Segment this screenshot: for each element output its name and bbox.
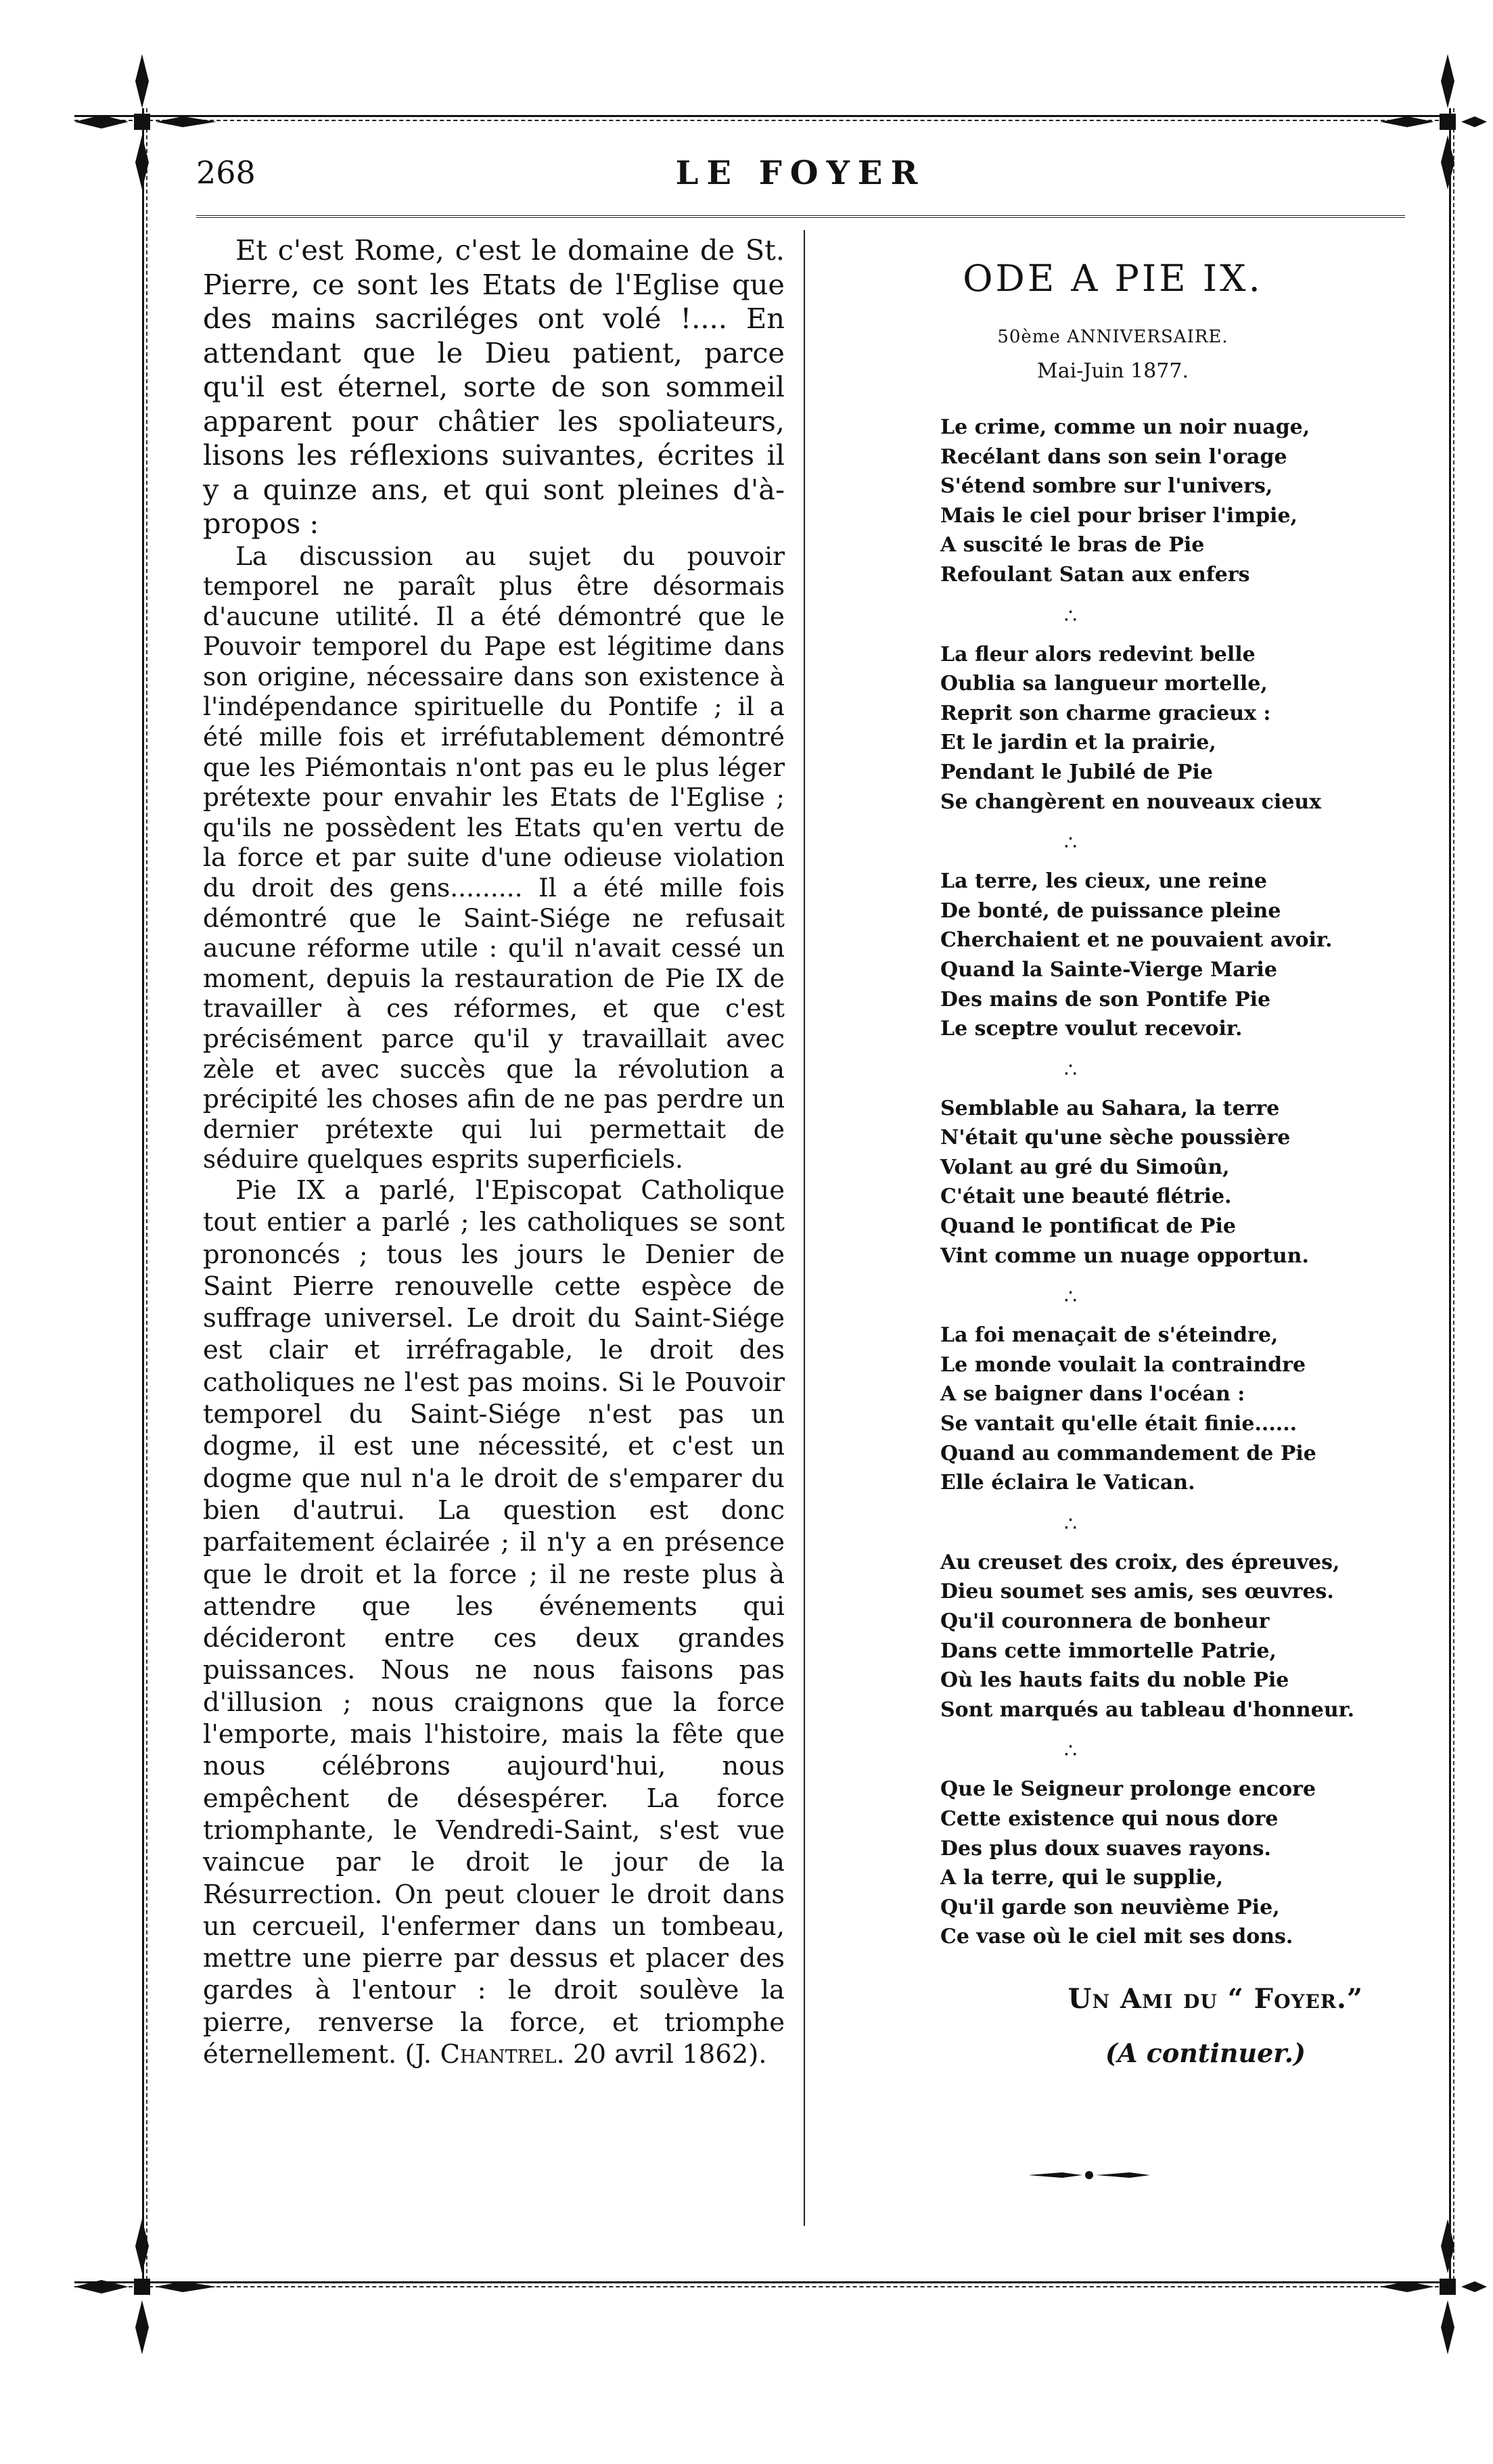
stanza-divider: ∴ — [1063, 1058, 1078, 1082]
right-column-poem — [822, 257, 1404, 2068]
stanza — [940, 1094, 1404, 1271]
verse-line: Qu'il couronnera de bonheur — [940, 1610, 1270, 1633]
page-number: 268 — [196, 154, 256, 191]
verse-line: N'était qu'une sèche poussière — [940, 1126, 1291, 1150]
poem-date: Mai-Juin 1877. — [1036, 359, 1189, 383]
verse-line: Pendant le Jubilé de Pie — [940, 760, 1213, 784]
quoted-paragraph: La discussion au sujet du pouvoir temporel ne paraît plus être désormais d'aucune utilité. Il a été démontré que le Pouvoir temporel du Pape est légitime dans son origine, nécessaire dans son existence à l'indépendance spirituelle du Pontife ; il a été mille fois et irréfutablement démontré que les Piémontais n'ont pas eu le plus léger prétexte pour envahir les Etats de l'Eglise ; qu'ils ne possèdent les Etats qu'en vertu de la force et par suite d'une odieuse violation du droit des gens......... Il a été mille fois démontré que le Saint-Siége ne refusait aucune réforme utile : qu'il n'avait cessé un moment, depuis la restauration de Pie IX de travailler à ces réformes, et que c'est précisément parce qu'il y travaillait avec zèle et avec succès que la révolution a précipité les choses afin de ne pas perdre un dernier prétexte qui lui permettait de séduire quelques esprits superficiels. — [203, 541, 785, 1174]
verse-line: Le crime, comme un noir nuage, — [940, 415, 1310, 439]
verse-line: La fleur alors redevint belle — [940, 642, 1256, 666]
stanza — [940, 1775, 1404, 1952]
verse-line: Cette existence qui nous dore — [940, 1806, 1279, 1831]
verse-line: Quand le pontificat de Pie — [940, 1214, 1236, 1239]
verse-line: Semblable au Sahara, la terre — [940, 1096, 1280, 1120]
verse-line: Cherchaient et ne pouvaient avoir. — [940, 928, 1333, 953]
left-column-article — [203, 233, 785, 2070]
verse-line: Oublia sa langueur mortelle, — [940, 672, 1268, 696]
corner-ornament-icon — [61, 2206, 223, 2368]
poem-signature: Un Ami du “ Foyer.” — [1067, 1982, 1363, 2015]
frame-bottom-rule — [74, 2280, 1452, 2289]
stanza-divider: ∴ — [1063, 1512, 1078, 1536]
poem-subtitle: 50ème ANNIVERSAIRE. — [997, 327, 1228, 347]
verse-line: C'était une beauté flétrie. — [940, 1185, 1232, 1209]
stanza-divider: ∴ — [1063, 831, 1078, 856]
verse-line: A la terre, qui le supplie, — [940, 1866, 1224, 1890]
verse-line: Le sceptre voulut recevoir. — [940, 1017, 1243, 1041]
verse-line: De bonté, de puissance pleine — [940, 898, 1281, 923]
verse-line: Refoulant Satan aux enfers — [940, 562, 1250, 587]
end-ornament-icon — [1021, 2165, 1157, 2185]
verse-line: Des plus doux suaves rayons. — [940, 1836, 1271, 1861]
verse-line: Des mains de son Pontife Pie — [940, 987, 1271, 1011]
verse-line: Mais le ciel pour briser l'impie, — [940, 503, 1297, 528]
stanza — [940, 867, 1404, 1044]
verse-line: S'étend sombre sur l'univers, — [940, 474, 1273, 499]
verse-line: Dans cette immortelle Patrie, — [940, 1639, 1277, 1663]
verse-line: Se vantait qu'elle était finie...... — [940, 1412, 1297, 1436]
poem-title: ODE A PIE IX. — [963, 257, 1263, 300]
stanza-divider: ∴ — [1063, 1739, 1078, 1764]
verse-line: Quand au commandement de Pie — [940, 1441, 1316, 1465]
verse-line: Dieu soumet ses amis, ses œuvres. — [940, 1580, 1334, 1604]
column-divider — [804, 230, 805, 2226]
frame-left-rule — [141, 108, 149, 2294]
verse-line: Le monde voulait la contraindre — [940, 1352, 1306, 1377]
verse-line: Ce vase où le ciel mit ses dons. — [940, 1925, 1293, 1949]
header-rule — [196, 215, 1405, 218]
verse-line: Recélant dans son sein l'orage — [940, 444, 1287, 469]
stanza-divider: ∴ — [1063, 1285, 1078, 1310]
journal-title: LE FOYER — [675, 154, 926, 192]
continuation-note: (A continuer.) — [1105, 2037, 1306, 2068]
verse-line: Quand la Sainte-Vierge Marie — [940, 957, 1277, 982]
verse-line: Et le jardin et la prairie, — [940, 731, 1216, 755]
stanza-divider: ∴ — [1063, 604, 1078, 629]
stanza — [940, 1321, 1404, 1498]
article-paragraph: Et c'est Rome, c'est le domaine de St. Pierre, ce sont les Etats de l'Eglise que des mains sacriléges ont volé !.... En attendant que le Dieu patient, parce qu'il est éternel, sorte de son sommeil apparent pour châtier les spoliateurs, lisons les réflexions suivantes, écrites il y a quinze ans, et qui sont pleines d'à-propos : — [203, 233, 785, 540]
stanza — [940, 413, 1404, 590]
verse-line: Sont marqués au tableau d'honneur. — [940, 1697, 1355, 1722]
page-header — [196, 154, 1405, 202]
quoted-text: Pie IX a parlé, l'Episcopat Catholique tout entier a parlé ; les catholiques se sont prononcés ; tous les jours le Denier de Saint Pierre renouvelle cette espèce de suffrage universel. Le droit du Saint-Siége est clair et irréfragable, le droit des catholiques ne l'est pas moins. Si le Pouvoir temporel du Saint-Siége n'est pas un dogme, il est une nécessité, et c'est un dogme que nul n'a le droit de s'emparer du bien d'autrui. La question est donc parfaitement éclairée ; il n'y a en présence que le droit et la force ; il ne reste plus à attendre que les événements qui décideront entre ces deux grandes puissances. Nous ne nous faisons pas d'illusion ; nous craignons que la force l'emporte, mais l'histoire, mais la fête que nous célébrons aujourd'hui, nous empêchent de désespérer. La force triomphante, le Vendredi-Saint, s'est vue vaincue par le droit le jour de la Résurrection. On peut clouer le droit dans un cercueil, l'enfermer dans un tombeau, mettre une pierre par dessus et placer des gardes à l'entour : le droit soulève la pierre, renverse la force, et triomphe éternellement. (J. — [203, 1174, 785, 2070]
verse-line: Vint comme un nuage opportun. — [940, 1244, 1309, 1268]
frame-right-rule — [1448, 108, 1456, 2294]
verse-line: Se changèrent en nouveaux cieux — [940, 790, 1322, 814]
frame-top-rule — [74, 114, 1452, 123]
verse-line: La foi menaçait de s'éteindre, — [940, 1323, 1279, 1348]
verse-line: Elle éclaira le Vatican. — [940, 1471, 1195, 1495]
verse-line: Que le Seigneur prolonge encore — [940, 1777, 1316, 1802]
citation-date: . 20 avril 1862). — [556, 2038, 767, 2070]
verse-line: A suscité le bras de Pie — [940, 533, 1205, 557]
verse-line: A se baigner dans l'océan : — [940, 1382, 1245, 1407]
quoted-paragraph — [203, 1174, 785, 2070]
corner-ornament-icon — [1380, 2206, 1488, 2368]
author-name: Chantrel — [440, 2038, 557, 2070]
verse-line: Qu'il garde son neuvième Pie, — [940, 1895, 1280, 1919]
stanza — [940, 1548, 1404, 1725]
stanza — [940, 640, 1404, 817]
verse-line: Au creuset des croix, des épreuves, — [940, 1550, 1340, 1574]
verse-line: Volant au gré du Simoûn, — [940, 1155, 1230, 1179]
verse-line: Où les hauts faits du noble Pie — [940, 1668, 1289, 1693]
verse-line: Reprit son charme gracieux : — [940, 701, 1271, 725]
verse-line: La terre, les cieux, une reine — [940, 869, 1268, 894]
